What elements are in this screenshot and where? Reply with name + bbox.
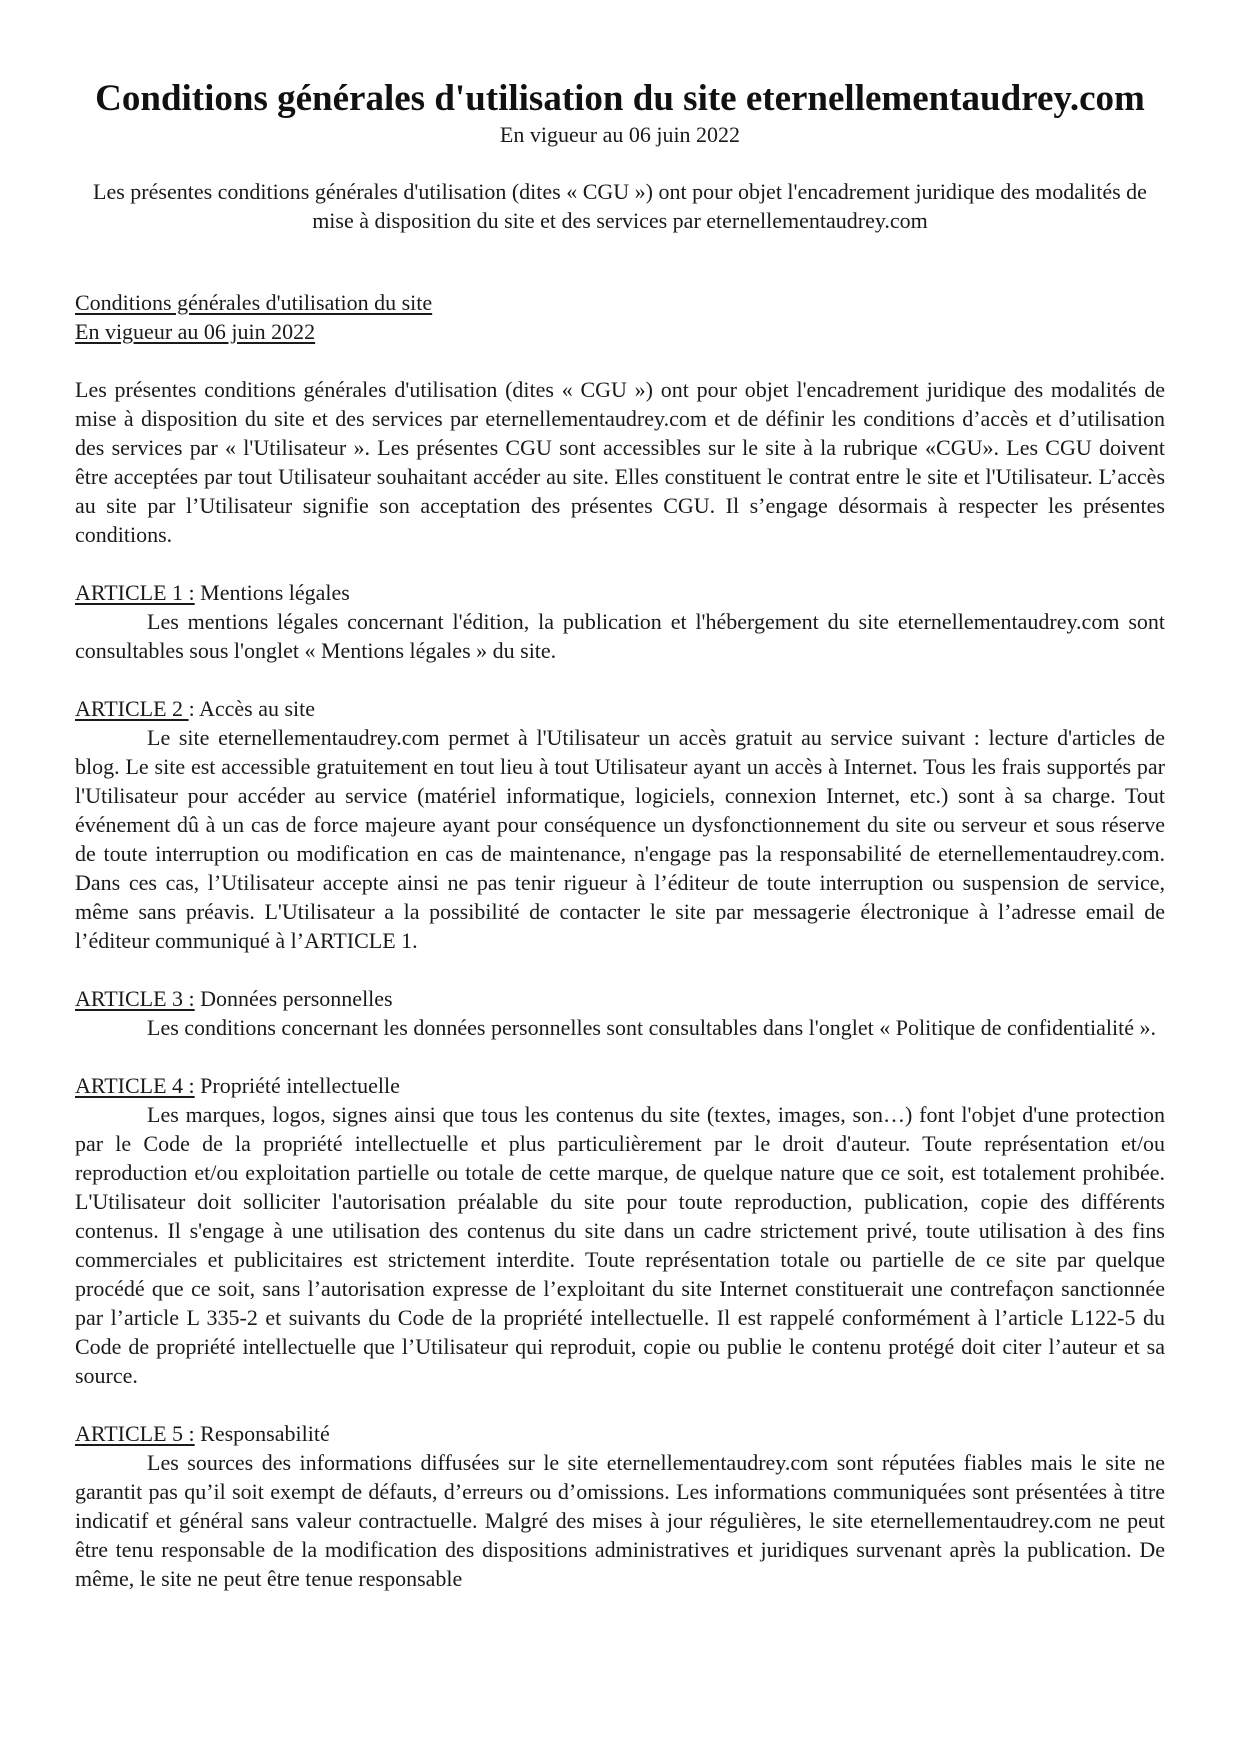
- article-3: [75, 984, 1165, 1042]
- article-label: ARTICLE 4 :: [75, 1073, 195, 1098]
- section-header: [75, 288, 1165, 346]
- article-label: ARTICLE 1 :: [75, 580, 195, 605]
- article-title: Propriété intellectuelle: [194, 1073, 400, 1098]
- section-title: Conditions générales d'utilisation du site: [75, 290, 433, 315]
- article-heading: [75, 694, 1165, 723]
- intro-summary: Les présentes conditions générales d'utilisation (dites « CGU ») ont pour objet l'encadrement juridique des modalités de mise à disposition du site et des services par eternellementaudrey.com: [93, 179, 1147, 233]
- article-body: Le site eternellementaudrey.com permet à l'Utilisateur un accès gratuit au service suivant : lecture d'articles de blog. Le site est accessible gratuitement en tout lieu à tout Utilisateur ayant un accès à Internet. Tous les frais supportés par l'Utilisateur pour accéder au service (matériel informatique, logiciels, connexion Internet, etc.) sont à sa charge. Tout événement dû à un cas de force majeure ayant pour conséquence un dysfonctionnement du site ou serveur et sous réserve de toute interruption ou modification en cas de maintenance, n'engage pas la responsabilité de eternellementaudrey.com. Dans ces cas, l’Utilisateur accepte ainsi ne pas tenir rigueur à l’éditeur de toute interruption ou suspension de service, même sans préavis. L'Utilisateur a la possibilité de contacter le site par messagerie électronique à l’adresse email de l’éditeur communiqué à l’ARTICLE 1.: [75, 725, 1165, 953]
- section-date: En vigueur au 06 juin 2022: [75, 319, 316, 344]
- article-heading: [75, 1419, 1165, 1448]
- article-body: Les conditions concernant les données personnelles sont consultables dans l'onglet « Politique de confidentialité ».: [147, 1015, 1157, 1040]
- intro-paragraph: Les présentes conditions générales d'utilisation (dites « CGU ») ont pour objet l'encadrement juridique des modalités de mise à disposition du site et des services par eternellementaudrey.com et de définir les conditions d’accès et d’utilisation des services par « l'Utilisateur ». Les présentes CGU sont accessibles sur le site à la rubrique «CGU». Les CGU doivent être acceptées par tout Utilisateur souhaitant accéder au site. Elles constituent le contrat entre le site et l'Utilisateur. L’accès au site par l’Utilisateur signifie son acceptation des présentes CGU. Il s’engage désormais à respecter les présentes conditions.: [75, 377, 1165, 547]
- article-4: [75, 1071, 1165, 1390]
- article-title: Données personnelles: [194, 986, 393, 1011]
- article-1: [75, 578, 1165, 665]
- article-heading: [75, 578, 1165, 607]
- article-title: : Accès au site: [188, 696, 316, 721]
- article-body: Les marques, logos, signes ainsi que tous les contenus du site (textes, images, son…) font l'objet d'une protection par le Code de la propriété intellectuelle et plus particulièrement par le droit d'auteur. Toute représentation et/ou reproduction et/ou exploitation partielle ou totale de cette marque, de quelque nature que ce soit, est totalement prohibée. L'Utilisateur doit solliciter l'autorisation préalable du site pour toute reproduction, publication, copie des différents contenus. Il s'engage à une utilisation des contenus du site dans un cadre strictement privé, toute utilisation à des fins commerciales et publicitaires est strictement interdite. Toute représentation totale ou partielle de ce site par quelque procédé que ce soit, sans l’autorisation expresse de l’exploitant du site Internet constituerait une contrefaçon sanctionnée par l’article L 335-2 et suivants du Code de la propriété intellectuelle. Il est rappelé conformément à l’article L122-5 du Code de propriété intellectuelle que l’Utilisateur qui reproduit, copie ou publie le contenu protégé doit citer l’auteur et sa source.: [75, 1102, 1165, 1388]
- article-heading: [75, 1071, 1165, 1100]
- article-title: Mentions légales: [194, 580, 350, 605]
- article-label: ARTICLE 5 :: [75, 1421, 195, 1446]
- article-body: Les mentions légales concernant l'édition, la publication et l'hébergement du site eternellementaudrey.com sont consultables sous l'onglet « Mentions légales » du site.: [75, 609, 1165, 663]
- article-title: Responsabilité: [194, 1421, 330, 1446]
- article-5: [75, 1419, 1165, 1593]
- document-title: Conditions générales d'utilisation du site eternellementaudrey.com: [95, 78, 1145, 119]
- effective-date: En vigueur au 06 juin 2022: [499, 122, 741, 147]
- article-label: ARTICLE 3 :: [75, 986, 195, 1011]
- article-heading: [75, 984, 1165, 1013]
- article-2: [75, 694, 1165, 955]
- article-body: Les sources des informations diffusées sur le site eternellementaudrey.com sont réputées fiables mais le site ne garantit pas qu’il soit exempt de défauts, d’erreurs ou d’omissions. Les informations communiquées sont présentées à titre indicatif et général sans valeur contractuelle. Malgré des mises à jour régulières, le site eternellementaudrey.com ne peut être tenu responsable de la modification des dispositions administratives et juridiques survenant après la publication. De même, le site ne peut être tenue responsable: [75, 1450, 1165, 1591]
- article-label: ARTICLE 2: [75, 696, 189, 721]
